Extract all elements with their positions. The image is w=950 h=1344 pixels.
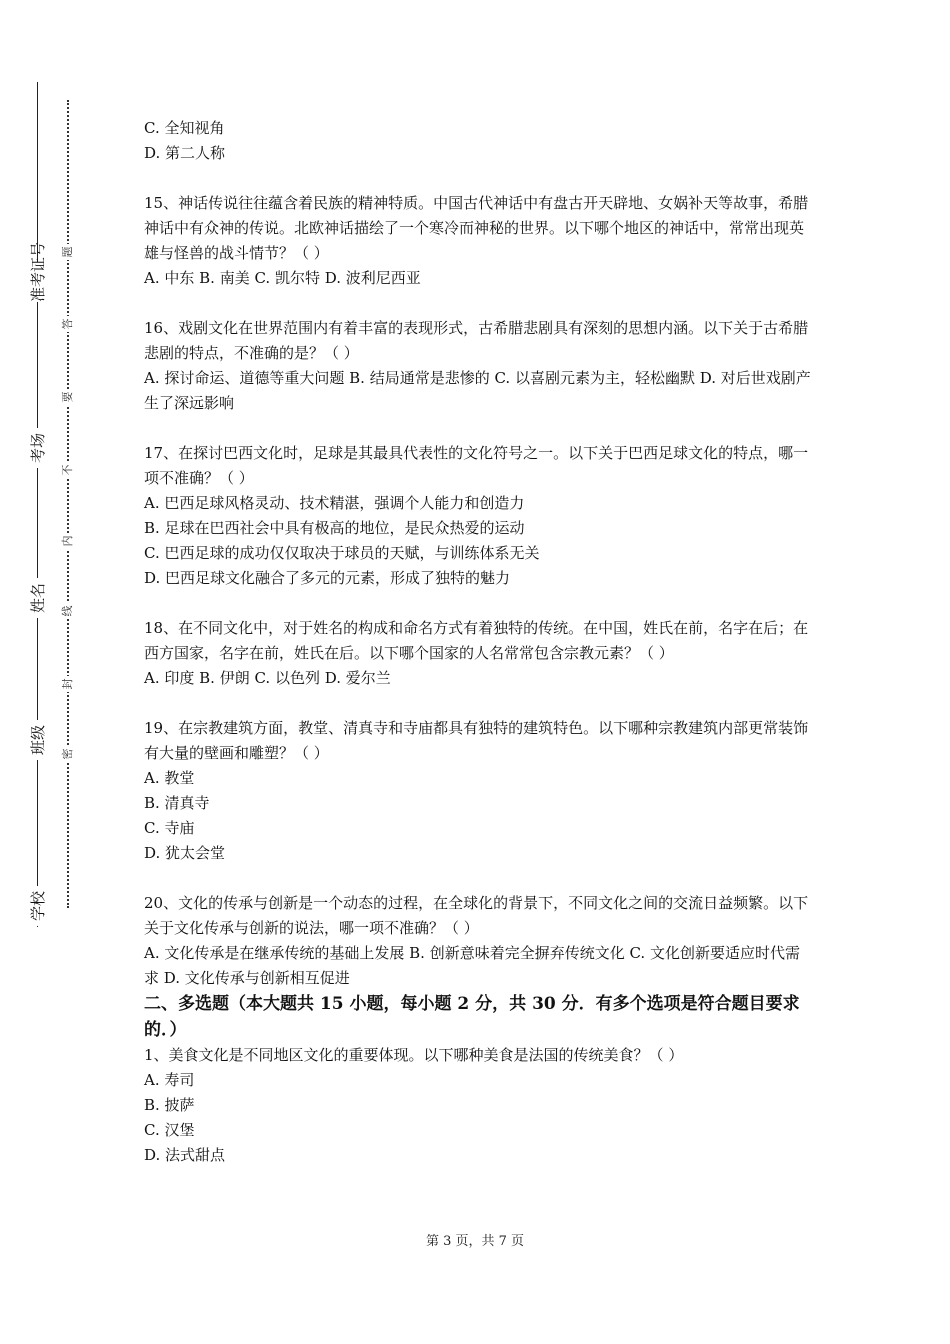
question-stem: 18、在不同文化中，对于姓名的构成和命名方式有着独特的传统。在中国，姓氏在前，名字在后；在西方国家，名字在前，姓氏在后。以下哪个国家的人名常常包含宗教元素？（ ）	[144, 619, 809, 662]
field-exam-number: 准考证号	[18, 262, 58, 302]
option: C. 巴西足球的成功仅仅取决于球员的天赋，与训练体系无关	[144, 544, 540, 562]
option: A. 中东 B. 南美 C. 凯尔特 D. 波利尼西亚	[144, 269, 421, 287]
question-18	[144, 616, 812, 691]
warning-char: 答	[60, 316, 76, 332]
question-19	[144, 716, 812, 866]
option: A. 印度 B. 伊朗 C. 以色列 D. 爱尔兰	[144, 669, 391, 687]
option: A. 探讨命运、道德等重大问题 B. 结局通常是悲惨的 C. 以喜剧元素为主，轻松幽默 D. 对后世戏剧产生了深远影响	[144, 369, 811, 412]
option: C. 全知视角	[144, 119, 225, 137]
option: B. 足球在巴西社会中具有极高的地位，是民众热爱的运动	[144, 519, 525, 537]
option: D. 法式甜点	[144, 1146, 226, 1164]
option: A. 教堂	[144, 769, 195, 787]
question-stem: 17、在探讨巴西文化时，足球是其最具代表性的文化符号之一。以下关于巴西足球文化的特点，哪一项不准确？（ ）	[144, 444, 809, 487]
option: B. 披萨	[144, 1096, 195, 1114]
question-stem: 19、在宗教建筑方面，教堂、清真寺和寺庙都具有独特的建筑特色。以下哪种宗教建筑内部更常装饰有大量的壁画和雕塑？（ ）	[144, 719, 809, 762]
warning-char: 内	[60, 533, 76, 549]
question-16	[144, 316, 812, 416]
exam-content	[144, 116, 812, 1168]
option: A. 寿司	[144, 1071, 195, 1089]
section2-question-1	[144, 1043, 812, 1168]
field-school: 学校	[18, 886, 58, 926]
option: B. 清真寺	[144, 794, 210, 812]
question-14-tail-options	[144, 116, 812, 166]
question-stem: 1、美食文化是不同地区文化的重要体现。以下哪种美食是法国的传统美食？（ ）	[144, 1046, 684, 1064]
warning-char: 封	[60, 676, 76, 692]
binding-dotted-line	[67, 100, 69, 908]
page-footer: 第 3 页，共 7 页	[425, 1234, 525, 1249]
option: C. 汉堡	[144, 1121, 195, 1139]
warning-char: 要	[60, 389, 76, 405]
question-stem: 16、戏剧文化在世界范围内有着丰富的表现形式，古希腊悲剧具有深刻的思想内涵。以下关于古希腊悲剧的特点，不准确的是？（ ）	[144, 319, 809, 362]
option: A. 巴西足球风格灵动、技术精湛，强调个人能力和创造力	[144, 494, 525, 512]
question-17	[144, 441, 812, 591]
field-name: 姓名	[18, 578, 58, 618]
option: D. 巴西足球文化融合了多元的元素，形成了独特的魅力	[144, 569, 511, 587]
field-exam-room: 考场	[18, 428, 58, 468]
option: D. 犹太会堂	[144, 844, 226, 862]
warning-char: 不	[60, 462, 76, 478]
question-15	[144, 191, 812, 291]
question-20	[144, 891, 812, 991]
warning-char: 题	[60, 244, 76, 260]
option: C. 寺庙	[144, 819, 195, 837]
field-class: 班级	[18, 720, 58, 760]
warning-char: 密	[60, 746, 76, 762]
question-stem: 20、文化的传承与创新是一个动态的过程，在全球化的背景下，不同文化之间的交流日益频繁。以下关于文化传承与创新的说法，哪一项不准确？（ ）	[144, 894, 809, 937]
option: D. 第二人称	[144, 144, 226, 162]
warning-char: 线	[60, 603, 76, 619]
option: A. 文化传承是在继承传统的基础上发展 B. 创新意味着完全摒弃传统文化 C. 文化创新要适应时代需求 D. 文化传承与创新相互促进	[144, 944, 800, 987]
binding-margin	[0, 0, 90, 1344]
binding-solid-line	[37, 82, 38, 927]
question-stem: 15、神话传说往往蕴含着民族的精神特质。中国古代神话中有盘古开天辟地、女娲补天等故事，希腊神话中有众神的传说。北欧神话描绘了一个寒冷而神秘的世界。以下哪个地区的神话中，常常出现英雄与怪兽的战斗情节？（ ）	[144, 194, 809, 262]
section-heading: 二、多选题（本大题共 15 小题，每小题 2 分，共 30 分．有多个选项是符合题目要求的．）	[144, 994, 800, 1040]
